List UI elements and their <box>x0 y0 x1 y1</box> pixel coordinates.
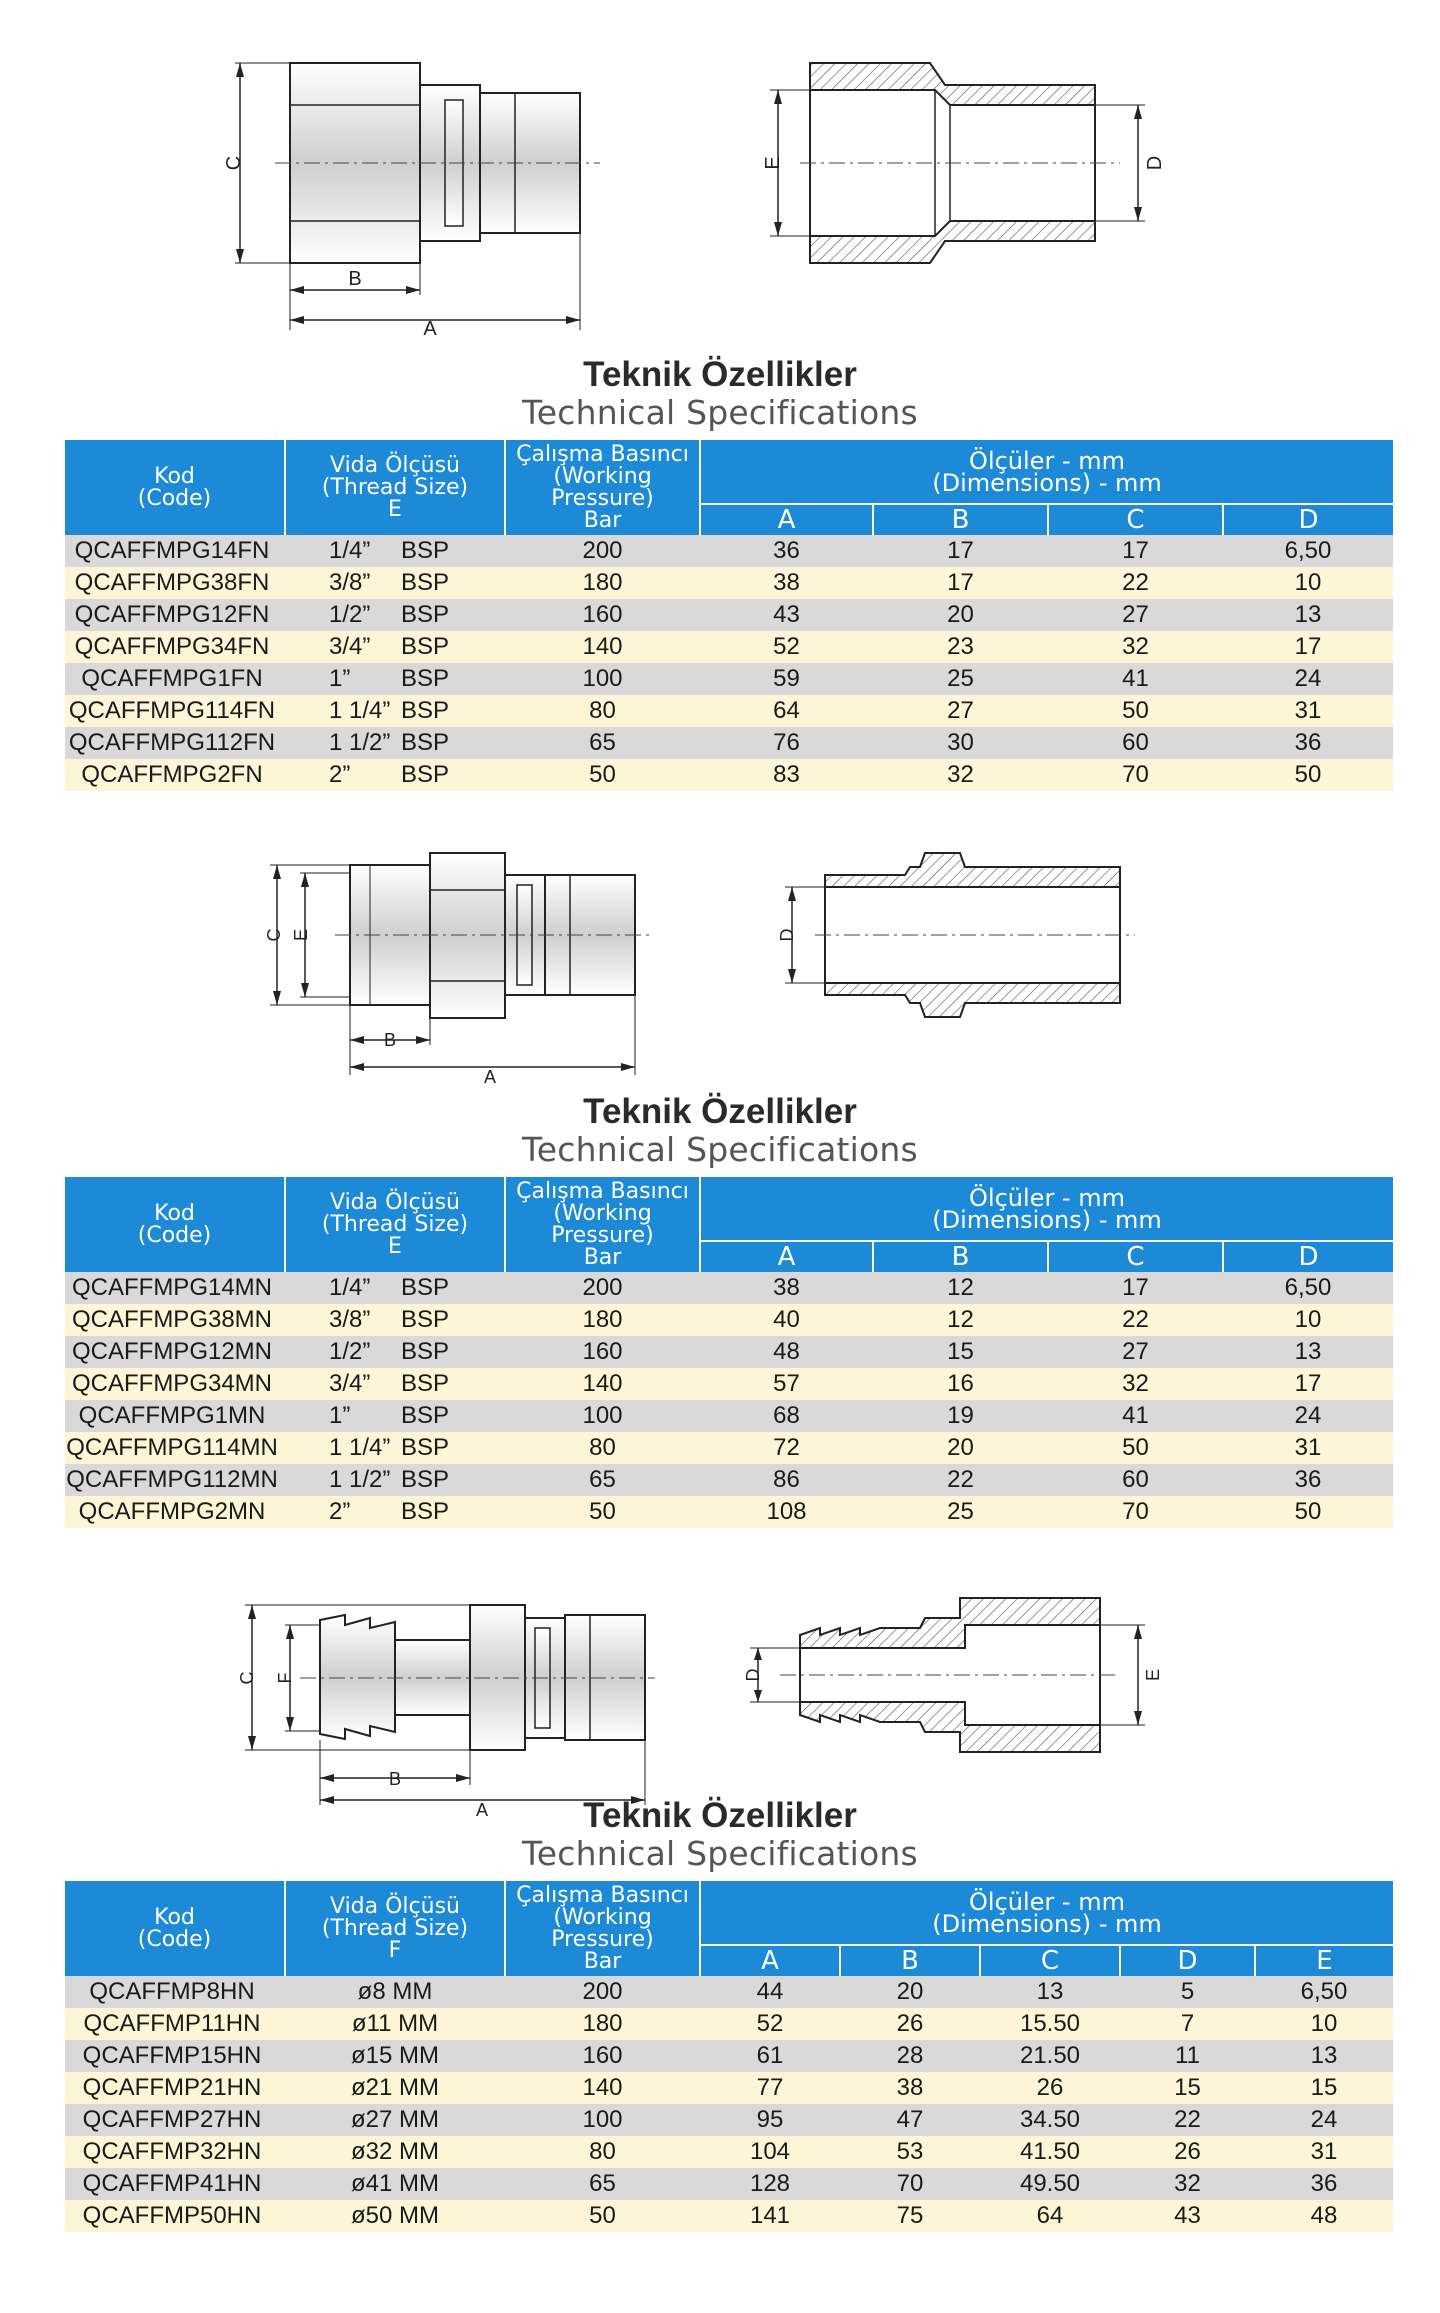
dimension-value-c: 60 <box>1048 727 1223 759</box>
dimension-value-a: 68 <box>700 1400 873 1432</box>
working-pressure: 200 <box>505 535 700 567</box>
thread-size: 1 1/2” <box>329 729 391 756</box>
dimension-value-b: 19 <box>873 1400 1048 1432</box>
dimension-value-d: 10 <box>1223 567 1393 599</box>
dim-label-c: C <box>237 1671 257 1685</box>
dimension-value-a: 48 <box>700 1336 873 1368</box>
product-code: QCAFFMP50HN <box>82 2202 262 2229</box>
pressure-header: Çalışma Basıncı (Working Pressure) Bar <box>505 1177 700 1272</box>
dim-label-e: E <box>291 928 311 942</box>
working-pressure: 140 <box>505 1368 700 1400</box>
product-code: QCAFFMPG34MN <box>71 1370 272 1397</box>
product-code: QCAFFMPG112FN <box>68 729 276 756</box>
dim-col-a: A <box>700 504 873 535</box>
table-row <box>65 759 1393 791</box>
dimension-value-a: 77 <box>700 2072 840 2104</box>
working-pressure: 100 <box>505 663 700 695</box>
table-row <box>65 2104 1393 2136</box>
hose-size: ø11 MM <box>285 2008 505 2040</box>
section-3-heading <box>0 1797 1440 1873</box>
hose-size: ø50 MM <box>285 2200 505 2232</box>
thread-type: BSP <box>401 601 450 628</box>
dimension-value-a: 108 <box>700 1496 873 1528</box>
dimension-value-d: 17 <box>1223 631 1393 663</box>
dimension-value-b: 15 <box>873 1336 1048 1368</box>
dimension-value-a: 36 <box>700 535 873 567</box>
thread-type: BSP <box>401 665 450 692</box>
dim-label-b: B <box>383 1030 397 1050</box>
heading-en: Technical Specifications <box>522 1130 918 1169</box>
thread-type: BSP <box>401 761 450 788</box>
product-code: QCAFFMP21HN <box>82 2074 262 2101</box>
dimension-value-d: 10 <box>1223 1304 1393 1336</box>
dimension-value-d: 24 <box>1223 663 1393 695</box>
table-row <box>65 1432 1393 1464</box>
product-code: QCAFFMPG1FN <box>81 665 263 692</box>
product-code: QCAFFMP15HN <box>82 2042 262 2069</box>
dimension-value-e: 24 <box>1255 2104 1393 2136</box>
dimension-value-c: 15.50 <box>980 2008 1120 2040</box>
dimension-value-a: 57 <box>700 1368 873 1400</box>
dim-col-b: B <box>873 504 1048 535</box>
dimension-value-a: 95 <box>700 2104 840 2136</box>
dim-label-a: A <box>475 1800 489 1820</box>
thread-size: 3/8” <box>329 569 371 596</box>
table-row <box>65 1272 1393 1304</box>
working-pressure: 140 <box>505 2072 700 2104</box>
dimension-value-e: 48 <box>1255 2200 1393 2232</box>
dim-col-d: D <box>1223 1241 1393 1272</box>
dimension-value-c: 70 <box>1048 759 1223 791</box>
dimension-value-b: 16 <box>873 1368 1048 1400</box>
hose-size: ø15 MM <box>285 2040 505 2072</box>
thread-size: 1/2” <box>329 1338 371 1365</box>
dimension-value-c: 60 <box>1048 1464 1223 1496</box>
female-fitting-drawing <box>215 45 635 345</box>
dim-label-e: E <box>1143 1668 1163 1682</box>
product-code: QCAFFMPG34FN <box>74 633 270 660</box>
dimension-value-c: 50 <box>1048 695 1223 727</box>
dim-label-c: C <box>223 155 245 171</box>
dimension-value-d: 43 <box>1120 2200 1255 2232</box>
product-code: QCAFFMPG2FN <box>81 761 263 788</box>
thread-size: 1/4” <box>329 537 371 564</box>
dimension-value-d: 31 <box>1223 1432 1393 1464</box>
thread-type: BSP <box>401 1498 450 1525</box>
thread-type: BSP <box>401 569 450 596</box>
dimension-value-a: 76 <box>700 727 873 759</box>
dimension-value-d: 5 <box>1120 1976 1255 2008</box>
dimension-value-e: 31 <box>1255 2136 1393 2168</box>
table-row <box>65 1368 1393 1400</box>
dimension-value-c: 17 <box>1048 1272 1223 1304</box>
spec-table-1 <box>65 440 1393 791</box>
dimension-value-d: 17 <box>1223 1368 1393 1400</box>
working-pressure: 160 <box>505 599 700 631</box>
dimension-value-c: 50 <box>1048 1432 1223 1464</box>
dimension-value-c: 64 <box>980 2200 1120 2232</box>
product-code: QCAFFMPG14MN <box>71 1274 272 1301</box>
dim-label-a: A <box>483 1067 497 1087</box>
dim-label-b: B <box>388 1769 402 1789</box>
hose-size: ø21 MM <box>285 2072 505 2104</box>
thread-type: BSP <box>401 1306 450 1333</box>
thread-size: 1” <box>329 1402 351 1429</box>
hose-size: ø8 MM <box>285 1976 505 2008</box>
heading-en: Technical Specifications <box>522 1834 918 1873</box>
working-pressure: 80 <box>505 695 700 727</box>
dimension-value-a: 43 <box>700 599 873 631</box>
dimension-value-e: 36 <box>1255 2168 1393 2200</box>
product-code: QCAFFMP32HN <box>82 2138 262 2165</box>
thread-size: 1/4” <box>329 1274 371 1301</box>
working-pressure: 180 <box>505 2008 700 2040</box>
table-row <box>65 663 1393 695</box>
dimension-value-c: 21.50 <box>980 2040 1120 2072</box>
dimension-value-a: 64 <box>700 695 873 727</box>
dimension-value-b: 25 <box>873 663 1048 695</box>
working-pressure: 65 <box>505 2168 700 2200</box>
dim-col-e: E <box>1255 1945 1393 1976</box>
dimension-value-a: 59 <box>700 663 873 695</box>
product-code: QCAFFMPG2MN <box>78 1498 266 1525</box>
table-row <box>65 2168 1393 2200</box>
thread-header: Vida Ölçüsü (Thread Size) E <box>285 440 505 535</box>
dimension-value-d: 13 <box>1223 1336 1393 1368</box>
thread-size: 1” <box>329 665 351 692</box>
dimension-value-b: 22 <box>873 1464 1048 1496</box>
product-code: QCAFFMPG14FN <box>74 537 270 564</box>
table-row <box>65 2040 1393 2072</box>
dimension-value-d: 50 <box>1223 759 1393 791</box>
dimension-value-a: 83 <box>700 759 873 791</box>
working-pressure: 200 <box>505 1272 700 1304</box>
pressure-header: Çalışma Basıncı (Working Pressure) Bar <box>505 1881 700 1976</box>
spec-table-3 <box>65 1881 1393 2232</box>
working-pressure: 100 <box>505 2104 700 2136</box>
dimension-value-a: 40 <box>700 1304 873 1336</box>
dim-col-b: B <box>840 1945 980 1976</box>
pressure-header: Çalışma Basıncı (Working Pressure) Bar <box>505 440 700 535</box>
dimension-value-b: 12 <box>873 1304 1048 1336</box>
dim-label-d: D <box>777 928 797 942</box>
dimension-value-b: 17 <box>873 535 1048 567</box>
dimensions-header: Ölçüler - mm (Dimensions) - mm <box>700 1177 1393 1241</box>
dim-label-d: D <box>743 1668 763 1682</box>
thread-type: BSP <box>401 697 450 724</box>
spec-table-2 <box>65 1177 1393 1528</box>
dimension-value-c: 34.50 <box>980 2104 1120 2136</box>
dimension-value-a: 141 <box>700 2200 840 2232</box>
heading-tr: Teknik Özellikler <box>583 355 857 394</box>
dimension-value-b: 28 <box>840 2040 980 2072</box>
product-code: QCAFFMP8HN <box>89 1978 255 2005</box>
product-code: QCAFFMPG112MN <box>66 1466 278 1493</box>
dimension-value-a: 86 <box>700 1464 873 1496</box>
dimension-value-d: 15 <box>1120 2072 1255 2104</box>
thread-type: BSP <box>401 1434 450 1461</box>
dimension-value-e: 15 <box>1255 2072 1393 2104</box>
dimension-value-d: 6,50 <box>1223 1272 1393 1304</box>
dimension-value-d: 6,50 <box>1223 535 1393 567</box>
working-pressure: 50 <box>505 1496 700 1528</box>
product-code: QCAFFMP11HN <box>83 2010 261 2037</box>
table-row <box>65 2200 1393 2232</box>
dimension-value-c: 26 <box>980 2072 1120 2104</box>
dim-label-f: F <box>275 1672 295 1684</box>
thread-header: Vida Ölçüsü (Thread Size) E <box>285 1177 505 1272</box>
table-row <box>65 631 1393 663</box>
working-pressure: 160 <box>505 2040 700 2072</box>
dimension-value-c: 27 <box>1048 1336 1223 1368</box>
dim-label-d: D <box>1144 155 1166 171</box>
dimension-value-a: 44 <box>700 1976 840 2008</box>
table-row <box>65 695 1393 727</box>
section-2-heading <box>0 1093 1440 1169</box>
working-pressure: 180 <box>505 567 700 599</box>
table-row <box>65 1976 1393 2008</box>
code-header: Kod (Code) <box>65 440 285 535</box>
dimension-value-c: 41 <box>1048 663 1223 695</box>
thread-size: 1/2” <box>329 601 371 628</box>
female-fitting-section-drawing <box>740 45 1180 285</box>
dim-col-d: D <box>1223 504 1393 535</box>
thread-type: BSP <box>401 1402 450 1429</box>
table-row <box>65 599 1393 631</box>
product-code: QCAFFMPG38MN <box>71 1306 272 1333</box>
table-row <box>65 2008 1393 2040</box>
product-code: QCAFFMPG114FN <box>68 697 276 724</box>
thread-size: 3/4” <box>329 633 371 660</box>
thread-type: BSP <box>401 1274 450 1301</box>
thread-type: BSP <box>401 729 450 756</box>
table-row <box>65 1336 1393 1368</box>
dimension-value-d: 26 <box>1120 2136 1255 2168</box>
dimension-value-b: 70 <box>840 2168 980 2200</box>
dimension-value-c: 13 <box>980 1976 1120 2008</box>
heading-en: Technical Specifications <box>522 393 918 432</box>
dim-col-a: A <box>700 1945 840 1976</box>
dimension-value-e: 6,50 <box>1255 1976 1393 2008</box>
dim-col-c: C <box>980 1945 1120 1976</box>
dimension-value-e: 13 <box>1255 2040 1393 2072</box>
dimension-value-e: 10 <box>1255 2008 1393 2040</box>
dimension-value-a: 38 <box>700 1272 873 1304</box>
dimension-value-d: 50 <box>1223 1496 1393 1528</box>
hose-fitting-drawing <box>230 1590 670 1820</box>
hose-size: ø32 MM <box>285 2136 505 2168</box>
dimension-value-d: 36 <box>1223 1464 1393 1496</box>
working-pressure: 80 <box>505 2136 700 2168</box>
dimension-value-b: 20 <box>840 1976 980 2008</box>
dimension-value-a: 72 <box>700 1432 873 1464</box>
product-code: QCAFFMPG12MN <box>71 1338 272 1365</box>
dim-col-b: B <box>873 1241 1048 1272</box>
dimension-value-c: 70 <box>1048 1496 1223 1528</box>
dimension-value-c: 22 <box>1048 1304 1223 1336</box>
dimension-value-a: 38 <box>700 567 873 599</box>
male-fitting-drawing <box>255 845 675 1085</box>
table-row <box>65 2072 1393 2104</box>
working-pressure: 100 <box>505 1400 700 1432</box>
dimension-value-c: 32 <box>1048 1368 1223 1400</box>
dimension-value-b: 20 <box>873 1432 1048 1464</box>
dimension-value-b: 32 <box>873 759 1048 791</box>
hose-size: ø27 MM <box>285 2104 505 2136</box>
working-pressure: 80 <box>505 1432 700 1464</box>
working-pressure: 65 <box>505 727 700 759</box>
dimension-value-b: 53 <box>840 2136 980 2168</box>
dimensions-header: Ölçüler - mm (Dimensions) - mm <box>700 440 1393 504</box>
dimension-value-b: 27 <box>873 695 1048 727</box>
dim-col-d: D <box>1120 1945 1255 1976</box>
product-code: QCAFFMPG38FN <box>74 569 270 596</box>
thread-size: 1 1/4” <box>329 697 391 724</box>
dimension-value-a: 61 <box>700 2040 840 2072</box>
table-row <box>65 2136 1393 2168</box>
thread-type: BSP <box>401 633 450 660</box>
heading-tr: Teknik Özellikler <box>583 1092 857 1131</box>
table-row <box>65 1496 1393 1528</box>
table-row <box>65 535 1393 567</box>
dimension-value-a: 128 <box>700 2168 840 2200</box>
dimension-value-a: 52 <box>700 631 873 663</box>
dimension-value-b: 12 <box>873 1272 1048 1304</box>
dimension-value-c: 27 <box>1048 599 1223 631</box>
thread-size: 2” <box>329 761 351 788</box>
dimension-value-b: 25 <box>873 1496 1048 1528</box>
thread-type: BSP <box>401 1370 450 1397</box>
hose-fitting-section-drawing <box>720 1590 1163 1760</box>
dimension-value-c: 49.50 <box>980 2168 1120 2200</box>
thread-size: 1 1/2” <box>329 1466 391 1493</box>
product-code: QCAFFMPG12FN <box>74 601 270 628</box>
dimension-value-d: 24 <box>1223 1400 1393 1432</box>
code-header: Kod (Code) <box>65 1881 285 1976</box>
working-pressure: 180 <box>505 1304 700 1336</box>
dimension-value-b: 23 <box>873 631 1048 663</box>
dimension-value-b: 26 <box>840 2008 980 2040</box>
working-pressure: 200 <box>505 1976 700 2008</box>
table-row <box>65 727 1393 759</box>
dimension-value-b: 75 <box>840 2200 980 2232</box>
code-header: Kod (Code) <box>65 1177 285 1272</box>
dimension-value-c: 41.50 <box>980 2136 1120 2168</box>
thread-type: BSP <box>401 1338 450 1365</box>
dimension-value-d: 22 <box>1120 2104 1255 2136</box>
dim-label-a: A <box>423 318 437 340</box>
dimension-value-b: 20 <box>873 599 1048 631</box>
dim-col-a: A <box>700 1241 873 1272</box>
dim-label-c: C <box>264 928 284 942</box>
table-row <box>65 1304 1393 1336</box>
dim-label-b: B <box>348 268 362 290</box>
dimension-value-d: 31 <box>1223 695 1393 727</box>
thread-size: 3/4” <box>329 1370 371 1397</box>
dim-col-c: C <box>1048 1241 1223 1272</box>
dimension-value-c: 32 <box>1048 631 1223 663</box>
dimension-value-d: 32 <box>1120 2168 1255 2200</box>
hose-size: ø41 MM <box>285 2168 505 2200</box>
table-row <box>65 1464 1393 1496</box>
product-code: QCAFFMP41HN <box>82 2170 262 2197</box>
working-pressure: 50 <box>505 759 700 791</box>
dimension-value-c: 22 <box>1048 567 1223 599</box>
thread-header: Vida Ölçüsü (Thread Size) F <box>285 1881 505 1976</box>
dimension-value-b: 17 <box>873 567 1048 599</box>
dimension-value-a: 52 <box>700 2008 840 2040</box>
product-code: QCAFFMPG114MN <box>66 1434 278 1461</box>
dimension-value-b: 47 <box>840 2104 980 2136</box>
thread-type: BSP <box>401 537 450 564</box>
working-pressure: 65 <box>505 1464 700 1496</box>
dimension-value-c: 17 <box>1048 535 1223 567</box>
dim-label-e: E <box>762 156 784 170</box>
working-pressure: 140 <box>505 631 700 663</box>
working-pressure: 160 <box>505 1336 700 1368</box>
dimension-value-d: 13 <box>1223 599 1393 631</box>
thread-size: 2” <box>329 1498 351 1525</box>
working-pressure: 50 <box>505 2200 700 2232</box>
product-code: QCAFFMPG1MN <box>78 1402 266 1429</box>
dimensions-header: Ölçüler - mm (Dimensions) - mm <box>700 1881 1393 1945</box>
thread-size: 1 1/4” <box>329 1434 391 1461</box>
dimension-value-d: 11 <box>1120 2040 1255 2072</box>
table-row <box>65 1400 1393 1432</box>
thread-type: BSP <box>401 1466 450 1493</box>
heading-tr: Teknik Özellikler <box>583 1796 857 1835</box>
section-1-heading <box>0 356 1440 432</box>
dimension-value-d: 7 <box>1120 2008 1255 2040</box>
dimension-value-c: 41 <box>1048 1400 1223 1432</box>
dimension-value-d: 36 <box>1223 727 1393 759</box>
thread-size: 3/8” <box>329 1306 371 1333</box>
male-fitting-section-drawing <box>760 845 1140 1015</box>
dim-col-c: C <box>1048 504 1223 535</box>
table-row <box>65 567 1393 599</box>
product-code: QCAFFMP27HN <box>82 2106 262 2133</box>
dimension-value-b: 38 <box>840 2072 980 2104</box>
dimension-value-b: 30 <box>873 727 1048 759</box>
dimension-value-a: 104 <box>700 2136 840 2168</box>
